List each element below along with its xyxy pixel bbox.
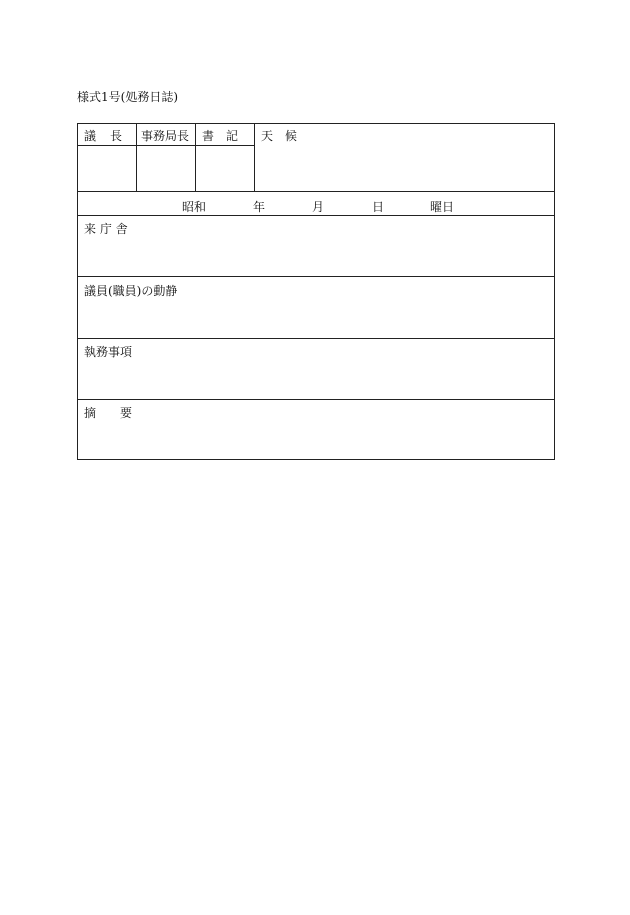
date-era: 昭和	[182, 200, 207, 214]
date-row-bottom-line	[78, 215, 554, 216]
date-day: 日	[372, 200, 385, 214]
date-row-top-line	[78, 191, 554, 192]
section-duties: 執務事項	[84, 345, 133, 359]
header-label-underline	[78, 145, 254, 146]
section-visitors: 来 庁 舎	[84, 222, 128, 236]
form-title: 様式1号(処務日誌)	[77, 90, 178, 104]
journal-form	[77, 123, 555, 460]
label-chairman-text: 議 長	[84, 129, 124, 143]
section-duties-bottom-line	[78, 399, 554, 400]
label-clerk: 書 記	[202, 129, 239, 143]
date-month: 月	[312, 200, 325, 214]
section-members-status-bottom-line	[78, 338, 554, 339]
divider-secretary-general	[195, 124, 196, 191]
divider-chairman	[136, 124, 137, 191]
label-weather: 天 候	[261, 129, 298, 143]
section-summary: 摘 要	[84, 406, 133, 420]
date-weekday: 曜日	[430, 200, 455, 214]
date-year: 年	[253, 200, 266, 214]
divider-clerk	[254, 124, 255, 191]
label-chairman	[84, 129, 131, 143]
section-visitors-bottom-line	[78, 276, 554, 277]
label-secretary-general: 事務局長	[141, 129, 190, 143]
section-members-status: 議員(職員)の動静	[84, 284, 178, 298]
